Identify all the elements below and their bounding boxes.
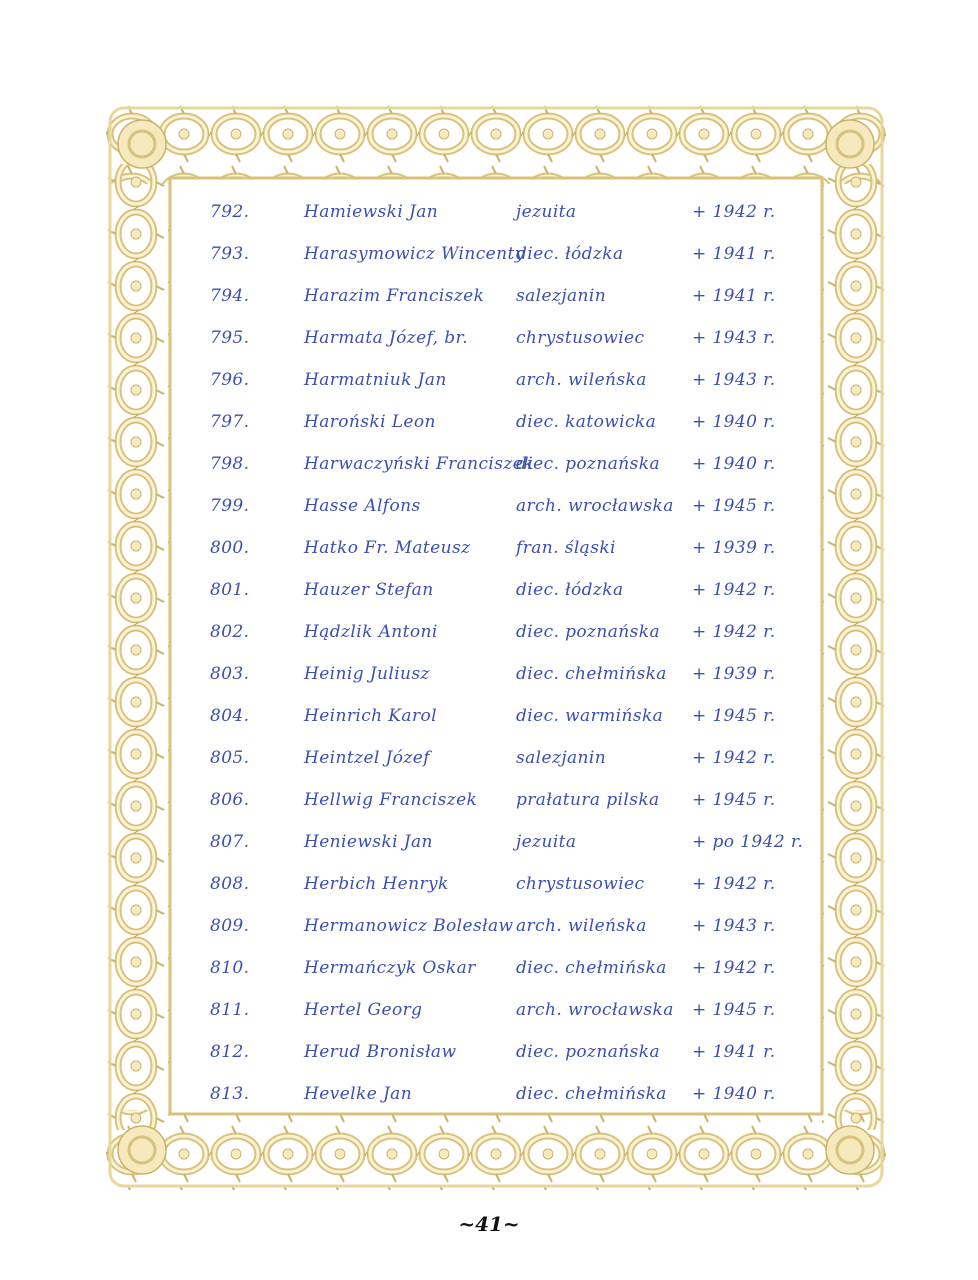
list-item (200, 276, 810, 318)
entry-affiliation: salezjanin (516, 286, 607, 306)
entry-death-year: + 1939 r. (692, 664, 776, 684)
entry-death-year: + 1942 r. (692, 622, 776, 642)
entry-number: 793. (210, 244, 250, 264)
entry-number: 804. (210, 706, 250, 726)
entry-name: Herud Bronisław (304, 1042, 457, 1062)
entry-death-year: + po 1942 r. (692, 832, 804, 852)
list-item (200, 864, 810, 906)
entry-number: 810. (210, 958, 250, 978)
entry-name: Harasymowicz Wincenty (304, 244, 525, 264)
entry-name: Herbich Henryk (304, 874, 449, 894)
entry-name: Hądzlik Antoni (304, 622, 438, 642)
entry-affiliation: arch. wileńska (516, 370, 647, 390)
entry-affiliation: diec. katowicka (516, 412, 657, 432)
list-item (200, 486, 810, 528)
entry-number: 792. (210, 202, 250, 222)
entry-number: 803. (210, 664, 250, 684)
entry-name: Harmatniuk Jan (304, 370, 447, 390)
list-item (200, 948, 810, 990)
entry-name: Hermanowicz Bolesław (304, 916, 514, 936)
entry-death-year: + 1942 r. (692, 202, 776, 222)
list-item (200, 360, 810, 402)
entry-number: 809. (210, 916, 250, 936)
list-item (200, 318, 810, 360)
entry-name: Hevelke Jan (304, 1084, 413, 1104)
entry-number: 796. (210, 370, 250, 390)
entry-number: 800. (210, 538, 250, 558)
entry-number: 805. (210, 748, 250, 768)
list-item (200, 696, 810, 738)
entry-death-year: + 1942 r. (692, 874, 776, 894)
entry-affiliation: diec. łódzka (516, 580, 624, 600)
entry-number: 802. (210, 622, 250, 642)
list-item (200, 654, 810, 696)
entry-number: 806. (210, 790, 250, 810)
entry-number: 808. (210, 874, 250, 894)
entry-affiliation: jezuita (516, 202, 577, 222)
entry-death-year: + 1940 r. (692, 1084, 776, 1104)
entry-death-year: + 1941 r. (692, 286, 776, 306)
entry-name: Heinrich Karol (304, 706, 437, 726)
entry-affiliation: diec. chełmińska (516, 1084, 667, 1104)
entry-name: Hamiewski Jan (304, 202, 439, 222)
entry-affiliation: salezjanin (516, 748, 607, 768)
entry-number: 811. (210, 1000, 250, 1020)
list-item (200, 780, 810, 822)
entry-affiliation: prałatura pilska (516, 790, 660, 810)
list-item (200, 1074, 810, 1116)
list-item (200, 612, 810, 654)
entry-number: 794. (210, 286, 250, 306)
entry-number: 795. (210, 328, 250, 348)
entry-affiliation: diec. warmińska (516, 706, 664, 726)
entry-number: 813. (210, 1084, 250, 1104)
list-item (200, 234, 810, 276)
entry-death-year: + 1942 r. (692, 580, 776, 600)
entry-name: Hermańczyk Oskar (304, 958, 476, 978)
list-item (200, 528, 810, 570)
entry-death-year: + 1940 r. (692, 412, 776, 432)
entry-death-year: + 1942 r. (692, 958, 776, 978)
entry-affiliation: diec. chełmińska (516, 958, 667, 978)
entry-number: 797. (210, 412, 250, 432)
entry-affiliation: diec. poznańska (516, 622, 660, 642)
page-number: ~41~ (458, 1212, 520, 1236)
list-item (200, 822, 810, 864)
entry-affiliation: diec. poznańska (516, 454, 660, 474)
entry-name: Heniewski Jan (304, 832, 433, 852)
entry-number: 812. (210, 1042, 250, 1062)
entry-name: Heinig Juliusz (304, 664, 430, 684)
entry-name: Hasse Alfons (304, 496, 421, 516)
entry-name: Hellwig Franciszek (304, 790, 478, 810)
list-item (200, 906, 810, 948)
entry-affiliation: diec. łódzka (516, 244, 624, 264)
entry-death-year: + 1945 r. (692, 706, 776, 726)
entry-affiliation: arch. wrocławska (516, 496, 674, 516)
entry-death-year: + 1943 r. (692, 328, 776, 348)
entry-death-year: + 1943 r. (692, 370, 776, 390)
entry-death-year: + 1942 r. (692, 748, 776, 768)
list-item (200, 738, 810, 780)
entry-death-year: + 1945 r. (692, 790, 776, 810)
entry-name: Heintzel Józef (304, 748, 430, 768)
entry-name: Hertel Georg (304, 1000, 423, 1020)
list-item (200, 570, 810, 612)
entry-death-year: + 1940 r. (692, 454, 776, 474)
entries-list (200, 192, 810, 1116)
entry-affiliation: arch. wrocławska (516, 1000, 674, 1020)
entry-name: Hatko Fr. Mateusz (304, 538, 471, 558)
entry-name: Hauzer Stefan (304, 580, 434, 600)
entry-name: Harmata Józef, br. (304, 328, 469, 348)
entry-death-year: + 1943 r. (692, 916, 776, 936)
entry-number: 798. (210, 454, 250, 474)
list-item (200, 990, 810, 1032)
entry-death-year: + 1941 r. (692, 1042, 776, 1062)
entry-name: Harazim Franciszek (304, 286, 485, 306)
entry-death-year: + 1939 r. (692, 538, 776, 558)
entry-death-year: + 1941 r. (692, 244, 776, 264)
list-item (200, 444, 810, 486)
entry-death-year: + 1945 r. (692, 496, 776, 516)
list-item (200, 192, 810, 234)
entry-name: Haroński Leon (304, 412, 436, 432)
entry-affiliation: chrystusowiec (516, 874, 645, 894)
entry-name: Harwaczyński Franciszek (304, 454, 534, 474)
entry-affiliation: diec. poznańska (516, 1042, 660, 1062)
entry-death-year: + 1945 r. (692, 1000, 776, 1020)
list-item (200, 402, 810, 444)
entry-affiliation: diec. chełmińska (516, 664, 667, 684)
entry-affiliation: fran. śląski (516, 538, 616, 558)
entry-affiliation: arch. wileńska (516, 916, 647, 936)
entry-number: 801. (210, 580, 250, 600)
list-item (200, 1032, 810, 1074)
entry-number: 807. (210, 832, 250, 852)
entry-number: 799. (210, 496, 250, 516)
entry-affiliation: chrystusowiec (516, 328, 645, 348)
entry-affiliation: jezuita (516, 832, 577, 852)
